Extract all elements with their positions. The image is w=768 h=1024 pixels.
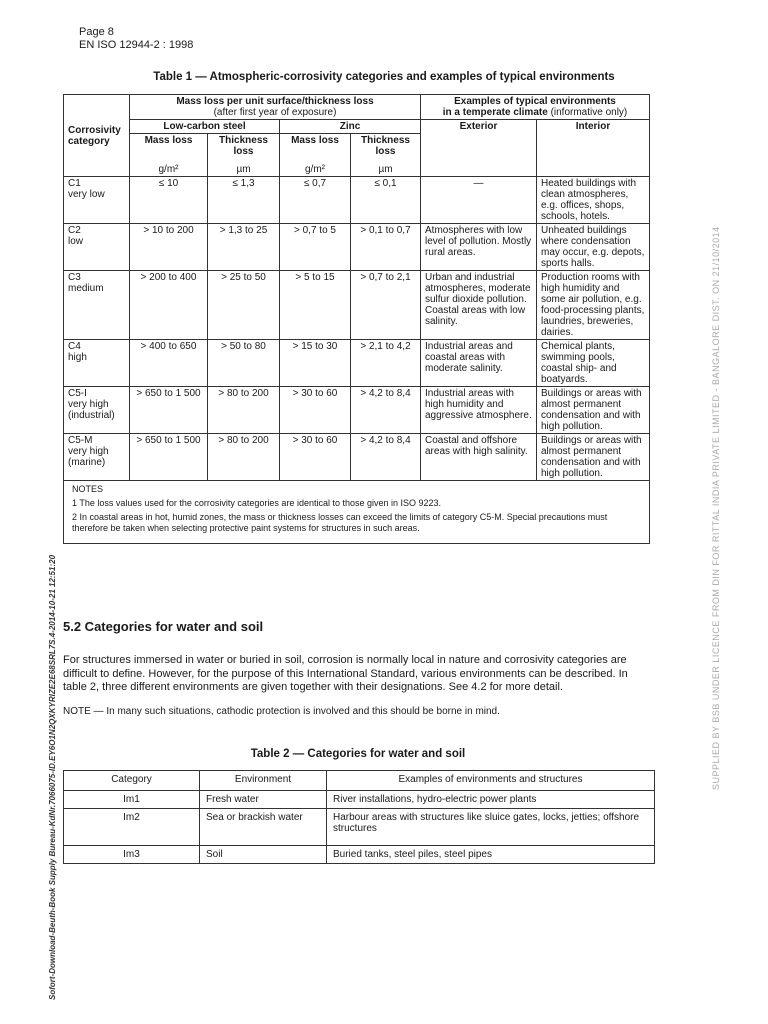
interior-example: Chemical plants, swimming pools, coastal ship- and boatyards. xyxy=(537,340,650,387)
zinc-thickness-loss: > 2,1 to 4,2 xyxy=(351,340,421,387)
header-mass-loss xyxy=(130,95,421,120)
environment-cell: Sea or brackish water xyxy=(200,809,327,846)
category-code: C2 xyxy=(68,225,81,236)
zinc-thickness-loss: ≤ 0,1 xyxy=(351,177,421,224)
category-code: C4 xyxy=(68,341,81,352)
category-cell xyxy=(64,271,130,340)
interior-example: Buildings or areas with almost permanent condensation and with high pollution. xyxy=(537,387,650,434)
category-cell xyxy=(64,224,130,271)
license-watermark: SUPPLIED BY BSB UNDER LICENCE FROM DIN FOR RITTAL INDIA PRIVATE LIMITED - BANGALORE DIST. ON 21/10/2014 xyxy=(711,226,721,790)
section-heading: 5.2 Categories for water and soil xyxy=(63,619,264,634)
steel-mass-loss: ≤ 10 xyxy=(130,177,208,224)
category-desc: low xyxy=(68,236,84,247)
table-row xyxy=(64,434,650,481)
corrosivity-table xyxy=(63,94,650,544)
section-paragraph: For structures immersed in water or buried in soil, corrosion is normally local in nature and corrosivity categories are difficult to define. However, for the purpose of this International Standard, various environments can be described. In table 2, three different environments are given together with their designations. See 4.2 for more detail. xyxy=(63,654,628,693)
steel-mass-loss: > 400 to 650 xyxy=(130,340,208,387)
environment-cell: Fresh water xyxy=(200,791,327,809)
steel-thickness-loss: > 50 to 80 xyxy=(208,340,280,387)
header-zinc-thickness-loss: Thickness loss xyxy=(351,134,421,159)
exterior-example: Urban and industrial atmospheres, moderate sulfur dioxide pollution. Coastal areas with low salinity. xyxy=(421,271,537,340)
interior-example: Unheated buildings where condensation may occur, e.g. depots, sports halls. xyxy=(537,224,650,271)
interior-example: Buildings or areas with almost permanent condensation and with high pollution. xyxy=(537,434,650,481)
header-examples-informative: (informative only) xyxy=(550,107,628,118)
unit-zinc-mass: g/m² xyxy=(280,158,351,177)
unit-zinc-thickness: µm xyxy=(351,158,421,177)
interior-example: Production rooms with high humidity and some air pollution, e.g. food-processing plants, laundries, breweries, dairies. xyxy=(537,271,650,340)
note-1: 1 The loss values used for the corrosivity categories are identical to those given in ISO 9223. xyxy=(72,498,442,508)
category-code: C3 xyxy=(68,272,81,283)
header-zinc-mass-loss: Mass loss xyxy=(280,134,351,159)
exterior-example: Industrial areas with high humidity and aggressive atmosphere. xyxy=(421,387,537,434)
table2-caption: Table 2 — Categories for water and soil xyxy=(250,748,466,760)
zinc-mass-loss: > 30 to 60 xyxy=(280,434,351,481)
table-row xyxy=(64,846,655,864)
header-examples-title: Examples of typical environments xyxy=(454,96,616,107)
steel-thickness-loss: > 1,3 to 25 xyxy=(208,224,280,271)
steel-thickness-loss: > 25 to 50 xyxy=(208,271,280,340)
category-desc: very high (marine) xyxy=(68,446,109,468)
zinc-thickness-loss: > 0,1 to 0,7 xyxy=(351,224,421,271)
interior-example: Heated buildings with clean atmospheres, e.g. offices, shops, schools, hotels. xyxy=(537,177,650,224)
category-cell xyxy=(64,387,130,434)
header-examples xyxy=(421,95,650,120)
exterior-example: Coastal and offshore areas with high salinity. xyxy=(421,434,537,481)
page-number: Page 8 xyxy=(79,26,114,38)
steel-mass-loss: > 10 to 200 xyxy=(130,224,208,271)
category-cell xyxy=(64,340,130,387)
notes-title: NOTES xyxy=(72,484,104,494)
header-examples-structures: Examples of environments and structures xyxy=(327,771,655,791)
header-steel-thickness-loss: Thickness loss xyxy=(208,134,280,159)
category-cell: Im1 xyxy=(64,791,200,809)
zinc-mass-loss: > 0,7 to 5 xyxy=(280,224,351,271)
zinc-mass-loss: > 5 to 15 xyxy=(280,271,351,340)
steel-thickness-loss: ≤ 1,3 xyxy=(208,177,280,224)
exterior-example: — xyxy=(421,177,537,224)
table-row xyxy=(64,340,650,387)
category-desc: medium xyxy=(68,283,104,294)
table-row xyxy=(64,271,650,340)
table1-caption: Table 1 — Atmospheric-corrosivity categories and examples of typical environments xyxy=(153,71,615,83)
steel-thickness-loss: > 80 to 200 xyxy=(208,387,280,434)
category-desc: very low xyxy=(68,189,105,200)
steel-mass-loss: > 650 to 1 500 xyxy=(130,434,208,481)
header-environment: Environment xyxy=(200,771,327,791)
section-note: NOTE — In many such situations, cathodic protection is involved and this should be borne in mind. xyxy=(63,706,500,717)
page-header xyxy=(79,26,193,52)
header-examples-climate: in a temperate climate xyxy=(442,107,548,118)
standard-number: EN ISO 12944-2 : 1998 xyxy=(79,39,194,51)
environment-cell: Soil xyxy=(200,846,327,864)
category-code: C5-I xyxy=(68,388,87,399)
steel-mass-loss: > 200 to 400 xyxy=(130,271,208,340)
zinc-thickness-loss: > 4,2 to 8,4 xyxy=(351,387,421,434)
category-cell xyxy=(64,177,130,224)
steel-mass-loss: > 650 to 1 500 xyxy=(130,387,208,434)
zinc-mass-loss: > 30 to 60 xyxy=(280,387,351,434)
zinc-thickness-loss: > 4,2 to 8,4 xyxy=(351,434,421,481)
header-low-carbon-steel: Low-carbon steel xyxy=(130,120,280,134)
table-row xyxy=(64,809,655,846)
header-exterior: Exterior xyxy=(421,120,537,177)
exterior-example: Atmospheres with low level of pollution. Mostly rural areas. xyxy=(421,224,537,271)
table1-notes xyxy=(64,481,650,544)
header-mass-loss-sub: (after first year of exposure) xyxy=(213,107,337,118)
table-row xyxy=(64,177,650,224)
water-soil-table xyxy=(63,770,655,864)
steel-thickness-loss: > 80 to 200 xyxy=(208,434,280,481)
header-mass-loss-title: Mass loss per unit surface/thickness loss xyxy=(176,96,374,107)
category-cell: Im3 xyxy=(64,846,200,864)
header-category: Category xyxy=(64,771,200,791)
examples-cell: Harbour areas with structures like sluice gates, locks, jetties; offshore structures xyxy=(327,809,655,846)
zinc-thickness-loss: > 0,7 to 2,1 xyxy=(351,271,421,340)
category-code: C1 xyxy=(68,178,81,189)
category-code: C5-M xyxy=(68,435,93,446)
exterior-example: Industrial areas and coastal areas with moderate salinity. xyxy=(421,340,537,387)
category-cell xyxy=(64,434,130,481)
download-stamp: Sofort-Download-Beuth-Book Supply Bureau-KdNr.7066075-ID.EY6O1N2QXKYRIZE2E68SRL7S.4-2014-10-21 12:51:20 xyxy=(48,554,57,1000)
table-row xyxy=(64,791,655,809)
zinc-mass-loss: ≤ 0,7 xyxy=(280,177,351,224)
header-zinc: Zinc xyxy=(280,120,421,134)
category-cell: Im2 xyxy=(64,809,200,846)
header-corrosivity-category: Corrosivity category xyxy=(64,95,130,177)
header-interior: Interior xyxy=(537,120,650,177)
examples-cell: Buried tanks, steel piles, steel pipes xyxy=(327,846,655,864)
category-desc: high xyxy=(68,352,87,363)
table-row xyxy=(64,224,650,271)
unit-steel-thickness: µm xyxy=(208,158,280,177)
category-desc: very high (industrial) xyxy=(68,399,115,421)
examples-cell: River installations, hydro-electric power plants xyxy=(327,791,655,809)
unit-steel-mass: g/m² xyxy=(130,158,208,177)
header-steel-mass-loss: Mass loss xyxy=(130,134,208,159)
zinc-mass-loss: > 15 to 30 xyxy=(280,340,351,387)
note-2: 2 In coastal areas in hot, humid zones, the mass or thickness losses can exceed the limits of category C5-M. Special precautions must therefore be taken when selecting protective paint systems for structures in such areas. xyxy=(72,512,608,533)
table-row xyxy=(64,387,650,434)
